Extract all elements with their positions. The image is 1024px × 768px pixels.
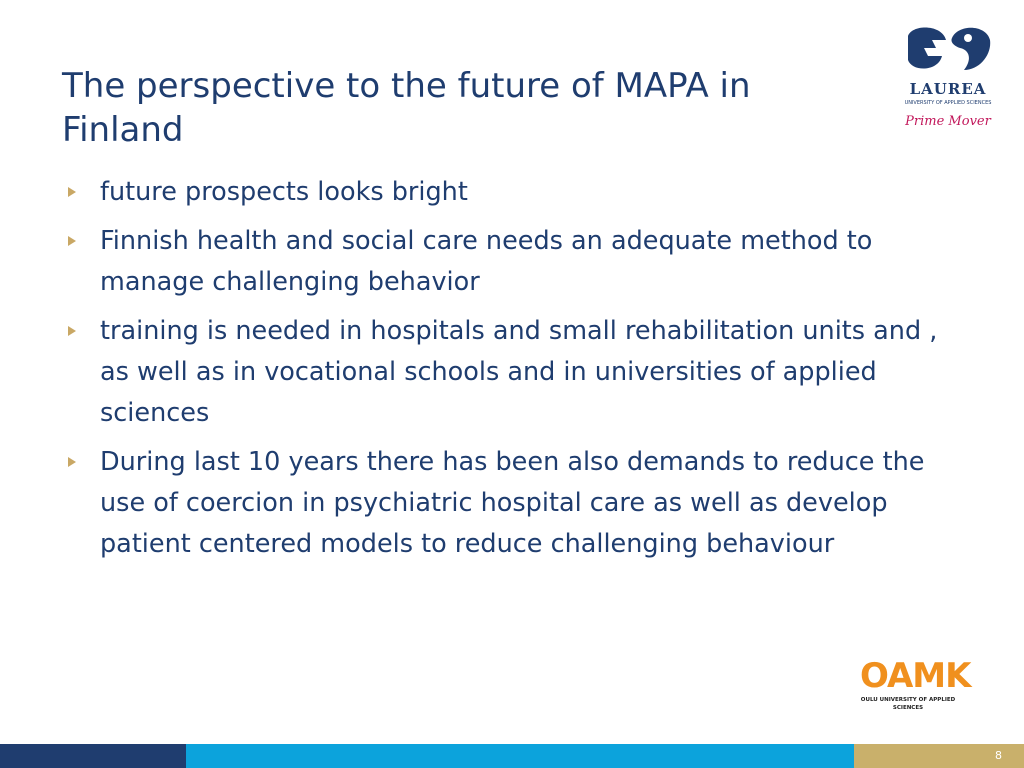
triangle-bullet-icon: [68, 187, 76, 197]
laurea-logo: [898, 26, 1002, 138]
oamk-subtitle: OULU UNIVERSITY OF APPLIED SCIENCES: [860, 697, 956, 711]
triangle-bullet-icon: [68, 236, 76, 246]
oamk-wordmark: OAMK: [860, 656, 971, 696]
triangle-bullet-icon: [68, 326, 76, 336]
oamk-logo: [856, 656, 971, 716]
slide-title: The perspective to the future of MAPA in Finland: [62, 66, 751, 150]
bullet-item: [62, 442, 962, 565]
bullet-item: [62, 221, 962, 303]
laurea-tagline: Prime Mover: [905, 114, 991, 129]
laurea-name: LAUREA: [909, 80, 987, 98]
triangle-bullet-icon: [68, 457, 76, 467]
footer-segment-cyan: [186, 744, 854, 768]
bullet-item: [62, 172, 962, 213]
bullet-text: During last 10 years there has been also demands to reduce the use of coercion in psychiatric hospital care as well as develop patient centered models to reduce challenging behaviour: [100, 447, 925, 559]
bullet-text: training is needed in hospitals and small rehabilitation units and , as well as in vocational schools and in universities of applied sciences: [100, 316, 938, 428]
laurea-mark-icon: [906, 26, 992, 74]
footer-bar: [0, 744, 1024, 768]
page-number: 8: [995, 749, 1002, 762]
laurea-subtitle: UNIVERSITY OF APPLIED SCIENCES: [904, 100, 992, 106]
bullet-list: [62, 172, 962, 573]
bullet-text: future prospects looks bright: [100, 177, 468, 207]
bullet-item: [62, 311, 962, 434]
bullet-text: Finnish health and social care needs an adequate method to manage challenging behavior: [100, 226, 873, 297]
footer-segment-navy: [0, 744, 186, 768]
